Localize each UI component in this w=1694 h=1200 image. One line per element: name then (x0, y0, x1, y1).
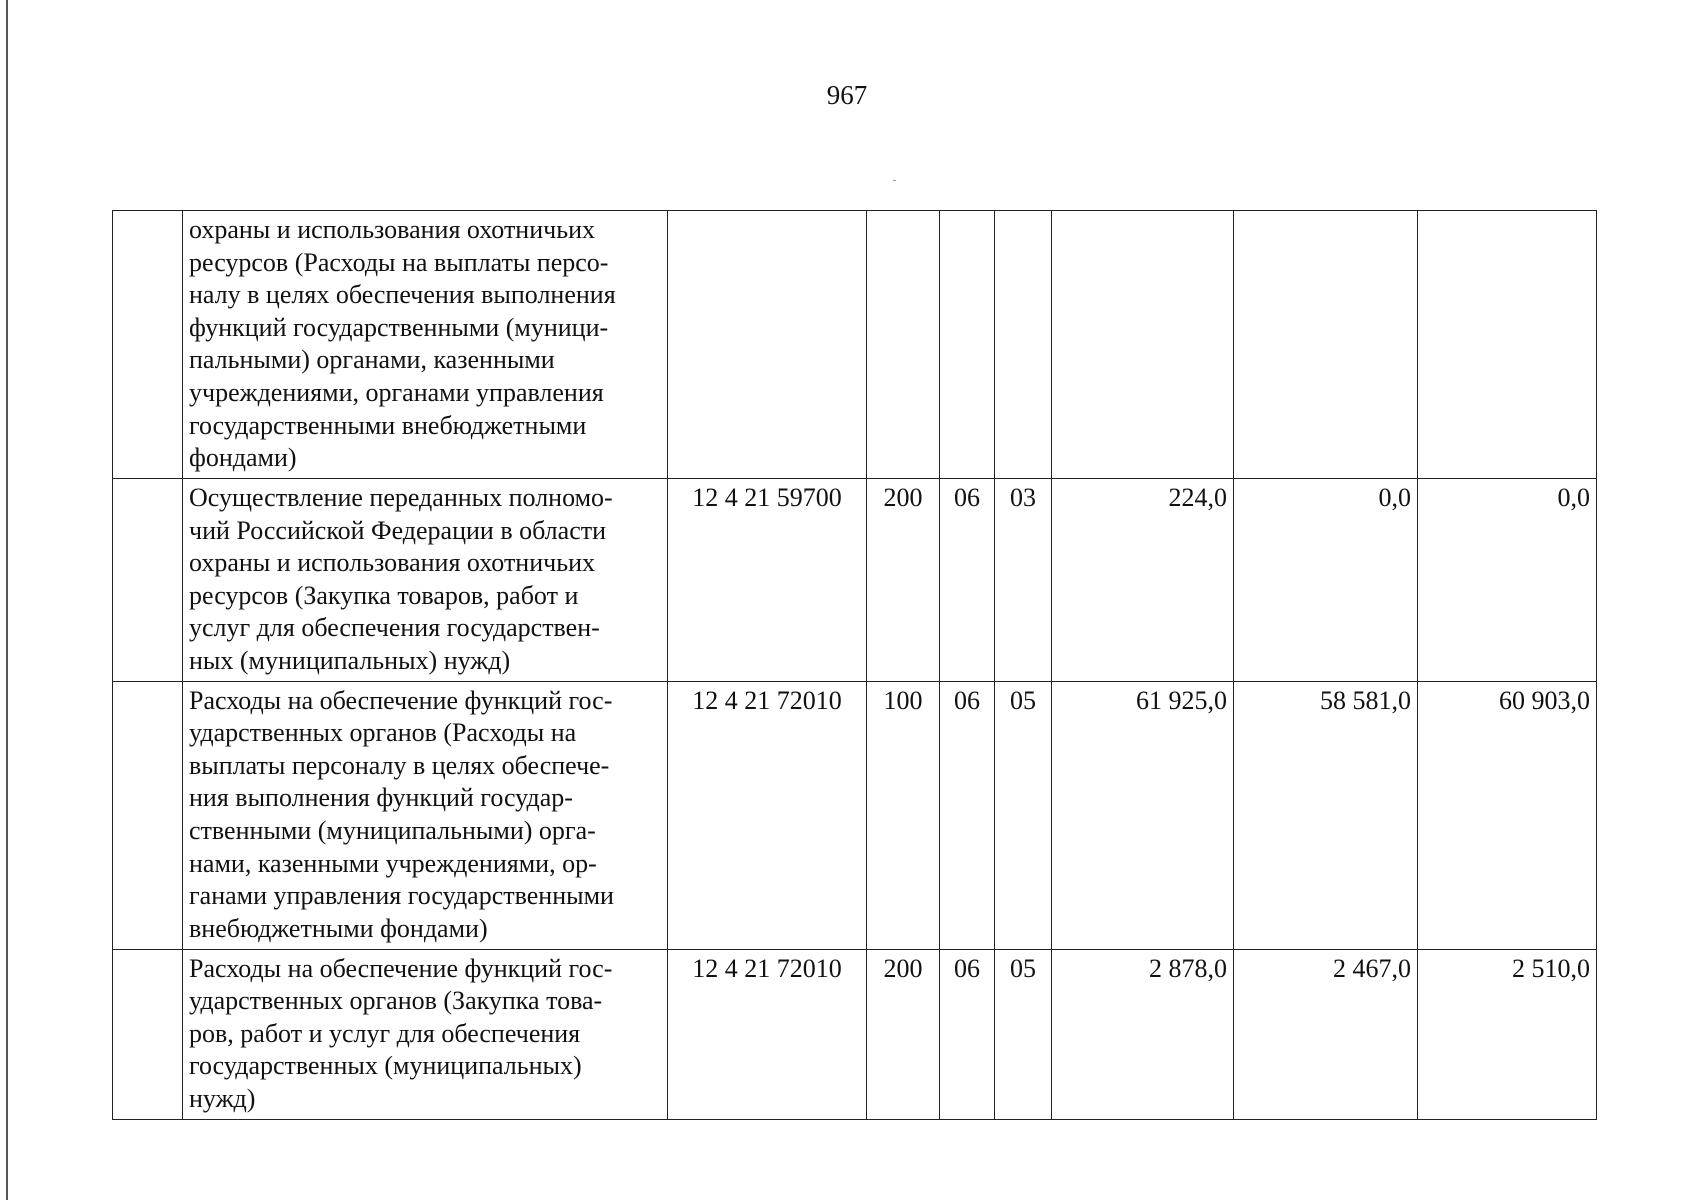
expense-type-cell: 100 (867, 681, 940, 949)
item-name-line: ных (муниципальных) нужд) (189, 645, 511, 675)
amount-cell-3 (1418, 211, 1597, 479)
row-number-cell (113, 211, 183, 479)
budget-table (112, 210, 1597, 1120)
table-row (113, 479, 1597, 682)
amount-cell-2: 2 467,0 (1234, 949, 1418, 1119)
scan-left-edge (6, 0, 8, 1200)
section-cell: 06 (940, 479, 995, 682)
row-number-cell (113, 479, 183, 682)
item-name-line: ресурсов (Закупка товаров, работ и (189, 580, 579, 610)
item-name-line: ресурсов (Расходы на выплаты персо- (189, 247, 609, 277)
amount-cell-2: 58 581,0 (1234, 681, 1418, 949)
item-name-cell (183, 949, 668, 1119)
section-cell (940, 211, 995, 479)
section-cell: 06 (940, 949, 995, 1119)
item-name-line: ганами управления государственными (189, 881, 614, 911)
target-article-cell: 12 4 21 72010 (668, 949, 867, 1119)
expense-type-cell: 200 (867, 949, 940, 1119)
item-name-cell (183, 211, 668, 479)
section-cell: 06 (940, 681, 995, 949)
table-body (113, 211, 1597, 1120)
subsection-cell (995, 211, 1052, 479)
table-row (113, 681, 1597, 949)
item-name-line: налу в целях обеспечения выполнения (189, 280, 616, 310)
item-name-line: Расходы на обеспечение функций гос- (189, 953, 613, 983)
row-number-cell (113, 949, 183, 1119)
row-number-cell (113, 681, 183, 949)
expense-type-cell (867, 211, 940, 479)
amount-cell-1: 224,0 (1052, 479, 1234, 682)
item-name-cell (183, 681, 668, 949)
item-name-line: ния выполнения функций государ- (189, 783, 573, 813)
target-article-cell: 12 4 21 72010 (668, 681, 867, 949)
scan-speck (893, 180, 896, 181)
item-name-line: охраны и использования охотничьих (189, 548, 595, 578)
amount-cell-1: 61 925,0 (1052, 681, 1234, 949)
amount-cell-1 (1052, 211, 1234, 479)
item-name-line: государственными внебюджетными (189, 410, 587, 440)
expense-type-cell: 200 (867, 479, 940, 682)
amount-cell-2 (1234, 211, 1418, 479)
item-name-line: услуг для обеспечения государствен- (189, 613, 600, 643)
table-row (113, 949, 1597, 1119)
item-name-line: Расходы на обеспечение функций гос- (189, 685, 613, 715)
item-name-line: функций государственными (муници- (189, 312, 609, 342)
page-number: 967 (826, 80, 868, 110)
item-name-line: пальными) органами, казенными (189, 345, 555, 375)
amount-cell-3: 2 510,0 (1418, 949, 1597, 1119)
item-name-cell (183, 479, 668, 682)
target-article-cell (668, 211, 867, 479)
item-name-line: ударственных органов (Закупка това- (189, 986, 603, 1016)
target-article-cell: 12 4 21 59700 (668, 479, 867, 682)
amount-cell-2: 0,0 (1234, 479, 1418, 682)
item-name-line: ударственных органов (Расходы на (189, 718, 577, 748)
item-name-line: нужд) (189, 1083, 256, 1113)
table-row (113, 211, 1597, 479)
subsection-cell: 05 (995, 681, 1052, 949)
subsection-cell: 03 (995, 479, 1052, 682)
item-name-line: ственными (муниципальными) орга- (189, 815, 596, 845)
amount-cell-3: 0,0 (1418, 479, 1597, 682)
amount-cell-3: 60 903,0 (1418, 681, 1597, 949)
item-name-line: внебюджетными фондами) (189, 913, 488, 943)
item-name-line: ров, работ и услуг для обеспечения (189, 1018, 581, 1048)
item-name-line: учреждениями, органами управления (189, 377, 604, 407)
item-name-line: Осуществление переданных полномо- (189, 483, 613, 512)
item-name-line: выплаты персоналу в целях обеспече- (189, 750, 610, 780)
amount-cell-1: 2 878,0 (1052, 949, 1234, 1119)
subsection-cell: 05 (995, 949, 1052, 1119)
item-name-line: фондами) (189, 443, 297, 473)
item-name-line: охраны и использования охотничьих (189, 215, 595, 244)
item-name-line: государственных (муниципальных) (189, 1051, 582, 1081)
item-name-line: чий Российской Федерации в области (189, 515, 607, 545)
item-name-line: нами, казенными учреждениями, ор- (189, 848, 597, 878)
